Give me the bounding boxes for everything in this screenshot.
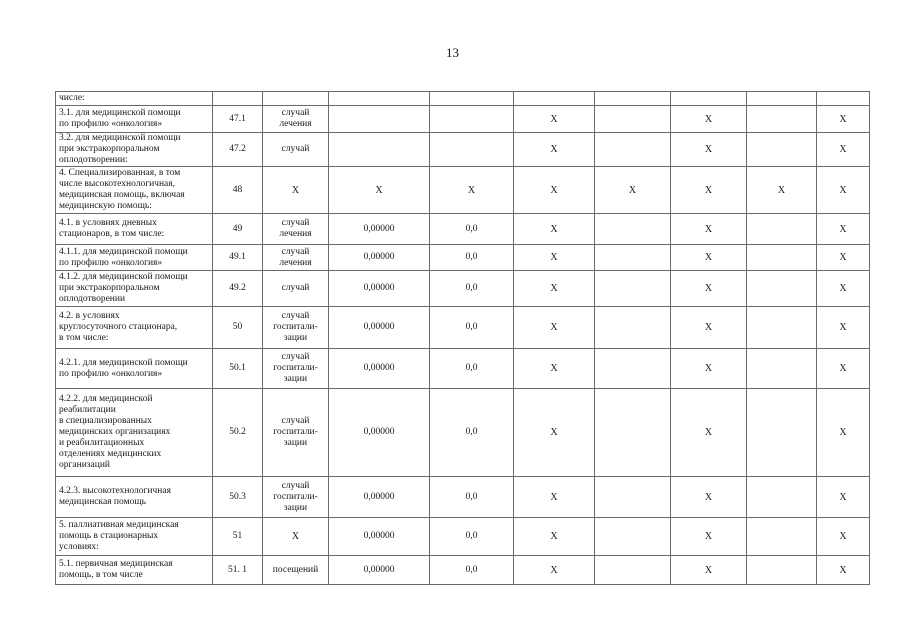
row-unit: случай (281, 144, 310, 154)
row-code: 49.2 (229, 283, 246, 293)
row-name: 4.2. в условиях круглосуточного стационара, в том числе: (59, 311, 178, 343)
table-body (56, 92, 870, 585)
col-value-5: X (704, 427, 713, 438)
row-unit-cell (263, 167, 329, 214)
col-value-5-cell (671, 389, 747, 477)
col-value-5-cell (671, 167, 747, 214)
row-code-cell (213, 518, 263, 556)
col-value-2-cell (430, 307, 514, 349)
col-value-4-cell (595, 307, 671, 349)
table-row (56, 556, 870, 585)
col-value-3-cell (514, 556, 595, 585)
col-value-7: X (839, 427, 847, 438)
col-value-5: X (704, 363, 713, 374)
col-value-3-cell (514, 307, 595, 349)
table-row (56, 133, 870, 167)
col-value-2-cell (430, 133, 514, 167)
col-value-3: X (550, 322, 558, 333)
row-unit: случай лечения (279, 246, 312, 268)
row-name: 3.2. для медицинской помощи при экстракорпоральном оплодотворении: (59, 133, 181, 165)
table-row (56, 167, 870, 214)
col-value-5-cell (671, 307, 747, 349)
col-value-5: X (704, 322, 713, 333)
col-value-7: X (839, 144, 847, 155)
row-unit: случай госпитали- зации (273, 311, 318, 343)
table-row (56, 477, 870, 518)
col-value-5: X (704, 283, 713, 294)
row-name-cell (56, 477, 213, 518)
row-name-cell (56, 349, 213, 389)
col-value-2-cell (430, 389, 514, 477)
col-value-7-cell (817, 92, 870, 106)
col-value-2: 0,0 (465, 283, 478, 293)
row-code: 51. 1 (228, 564, 247, 575)
col-value-4-cell (595, 477, 671, 518)
row-unit: случай госпитали- зации (273, 416, 318, 448)
col-value-1: 0,00000 (363, 223, 395, 234)
col-value-1: 0,00000 (363, 491, 395, 502)
row-name: 4.1. в условиях дневных стационаров, в том числе: (59, 218, 165, 239)
col-value-7-cell (817, 106, 870, 133)
col-value-5-cell (671, 92, 747, 106)
row-code-cell (213, 106, 263, 133)
row-name-cell (56, 556, 213, 585)
page-number: 13 (446, 45, 459, 60)
row-name-cell (56, 92, 213, 106)
row-name-cell (56, 271, 213, 307)
col-value-2: 0,0 (465, 223, 478, 234)
row-code-cell (213, 214, 263, 245)
col-value-7-cell (817, 167, 870, 214)
col-value-3: X (550, 144, 558, 155)
col-value-7: X (839, 223, 847, 235)
row-code: 50 (232, 322, 243, 332)
row-code: 47.1 (229, 113, 246, 124)
col-value-7-cell (817, 349, 870, 389)
col-value-1-cell (329, 133, 430, 167)
col-value-2: 0,0 (465, 427, 478, 437)
col-value-3-cell (514, 477, 595, 518)
col-value-1: 0,00000 (363, 322, 395, 332)
col-value-1-cell (329, 389, 430, 477)
row-code: 50.2 (229, 427, 246, 437)
row-code: 47.2 (229, 144, 246, 154)
col-value-5-cell (671, 518, 747, 556)
row-name: 4.1.1. для медицинской помощи по профилю «онкология» (59, 246, 188, 268)
col-value-7-cell (817, 477, 870, 518)
col-value-5-cell (671, 477, 747, 518)
row-unit: случай лечения (279, 218, 312, 239)
table-row (56, 245, 870, 271)
row-unit-cell (263, 214, 329, 245)
col-value-5: X (704, 491, 713, 503)
col-value-3: X (550, 184, 558, 196)
row-unit-cell (263, 245, 329, 271)
col-value-5: X (704, 144, 713, 155)
col-value-2: 0,0 (465, 491, 478, 502)
col-value-1-cell (329, 167, 430, 214)
col-value-5: X (704, 531, 713, 542)
row-unit-cell (263, 389, 329, 477)
row-unit-cell (263, 106, 329, 133)
col-value-6-cell (747, 271, 817, 307)
row-code-cell (213, 389, 263, 477)
col-value-2-cell (430, 556, 514, 585)
row-name: 4.2.1. для медицинской помощи по профилю «онкология» (59, 357, 188, 379)
row-code-cell (213, 133, 263, 167)
row-unit: случай (281, 283, 310, 293)
col-value-4-cell (595, 349, 671, 389)
table-row (56, 106, 870, 133)
col-value-3-cell (514, 106, 595, 133)
table-row (56, 214, 870, 245)
col-value-3: X (550, 252, 558, 263)
col-value-7-cell (817, 214, 870, 245)
col-value-5: X (704, 113, 713, 125)
col-value-1: 0,00000 (363, 427, 395, 437)
col-value-5: X (704, 223, 713, 235)
row-unit-cell (263, 307, 329, 349)
col-value-6-cell (747, 167, 817, 214)
data-table (55, 91, 870, 585)
col-value-6-cell (747, 389, 817, 477)
col-value-6-cell (747, 92, 817, 106)
col-value-3: X (550, 564, 558, 576)
col-value-3-cell (514, 214, 595, 245)
row-name-cell (56, 106, 213, 133)
col-value-1-cell (329, 307, 430, 349)
col-value-1-cell (329, 92, 430, 106)
col-value-4-cell (595, 389, 671, 477)
col-value-2: 0,0 (465, 363, 478, 373)
col-value-4-cell (595, 106, 671, 133)
row-name: 4.1.2. для медицинской помощи при экстракорпоральном оплодотворении (59, 272, 188, 304)
col-value-6-cell (747, 307, 817, 349)
row-code-cell (213, 245, 263, 271)
row-code: 51 (232, 531, 243, 541)
col-value-7-cell (817, 271, 870, 307)
col-value-7-cell (817, 245, 870, 271)
col-value-3-cell (514, 271, 595, 307)
col-value-2: 0,0 (465, 564, 478, 575)
col-value-2-cell (430, 271, 514, 307)
col-value-7: X (839, 531, 847, 542)
col-value-6-cell (747, 106, 817, 133)
row-name-cell (56, 214, 213, 245)
col-value-7: X (839, 491, 847, 503)
col-value-4-cell (595, 518, 671, 556)
col-value-4-cell (595, 214, 671, 245)
table-row (56, 518, 870, 556)
col-value-1-cell (329, 214, 430, 245)
col-value-7-cell (817, 556, 870, 585)
col-value-3-cell (514, 133, 595, 167)
col-value-5-cell (671, 214, 747, 245)
row-unit-cell (263, 133, 329, 167)
col-value-6-cell (747, 214, 817, 245)
col-value-7: X (839, 363, 847, 374)
row-unit: случай госпитали- зации (273, 480, 318, 513)
row-code-cell (213, 271, 263, 307)
col-value-1-cell (329, 518, 430, 556)
col-value-6-cell (747, 556, 817, 585)
row-name: 4.2.3. высокотехнологичная медицинская помощь (59, 486, 171, 507)
col-value-1-cell (329, 271, 430, 307)
row-code-cell (213, 307, 263, 349)
row-unit-cell (263, 518, 329, 556)
col-value-5-cell (671, 133, 747, 167)
row-unit-cell (263, 271, 329, 307)
row-code: 49 (232, 223, 243, 234)
row-unit-cell (263, 349, 329, 389)
col-value-2-cell (430, 349, 514, 389)
col-value-3-cell (514, 518, 595, 556)
row-code-cell (213, 92, 263, 106)
row-name-cell (56, 245, 213, 271)
table-row (56, 389, 870, 477)
row-code-cell (213, 167, 263, 214)
col-value-1: 0,00000 (363, 252, 395, 262)
col-value-1-cell (329, 349, 430, 389)
row-name: 3.1. для медицинской помощи по профилю «онкология» (59, 108, 181, 129)
row-unit: X (291, 531, 300, 542)
col-value-2: X (467, 184, 476, 196)
table-row (56, 307, 870, 349)
row-unit-cell (263, 477, 329, 518)
row-unit: посещений (272, 564, 319, 575)
col-value-3-cell (514, 389, 595, 477)
col-value-7: X (839, 252, 847, 263)
row-unit-cell (263, 92, 329, 106)
col-value-6-cell (747, 245, 817, 271)
col-value-3: X (550, 427, 558, 438)
col-value-3: X (550, 113, 558, 125)
row-code-cell (213, 349, 263, 389)
col-value-5: X (704, 184, 713, 196)
col-value-5: X (704, 252, 713, 263)
row-name-cell (56, 307, 213, 349)
col-value-3: X (550, 491, 558, 503)
col-value-3: X (550, 363, 558, 374)
row-unit: X (291, 184, 300, 196)
row-name: 5.1. первичная медицинская помощь, в том числе (59, 559, 173, 580)
row-name: 4. Специализированная, в том числе высокотехнологичная, медицинская помощь, включая медицинскую помощь: (59, 168, 185, 211)
col-value-3-cell (514, 92, 595, 106)
col-value-7: X (839, 283, 847, 294)
col-value-5-cell (671, 556, 747, 585)
col-value-4-cell (595, 271, 671, 307)
row-name: числе: (59, 93, 85, 103)
row-name: 5. паллиативная медицинская помощь в стационарных условиях: (59, 520, 179, 552)
row-unit: случай лечения (279, 108, 312, 129)
col-value-3-cell (514, 167, 595, 214)
col-value-4-cell (595, 167, 671, 214)
col-value-2-cell (430, 477, 514, 518)
row-code: 50.3 (229, 491, 246, 502)
col-value-5: X (704, 564, 713, 576)
col-value-1-cell (329, 106, 430, 133)
row-code: 48 (232, 184, 243, 195)
col-value-7: X (839, 564, 847, 576)
col-value-5-cell (671, 271, 747, 307)
row-name: 4.2.2. для медицинской реабилитации в специализированных медицинских организациях и реабилитационных отделениях медицинских организаций (59, 394, 171, 470)
col-value-7: X (839, 322, 847, 333)
col-value-3-cell (514, 245, 595, 271)
col-value-7-cell (817, 307, 870, 349)
col-value-2-cell (430, 106, 514, 133)
col-value-2: 0,0 (465, 322, 478, 332)
col-value-5-cell (671, 349, 747, 389)
table-row (56, 349, 870, 389)
col-value-7-cell (817, 133, 870, 167)
col-value-1-cell (329, 477, 430, 518)
col-value-3: X (550, 223, 558, 235)
col-value-7-cell (817, 389, 870, 477)
col-value-2-cell (430, 245, 514, 271)
col-value-5-cell (671, 245, 747, 271)
col-value-7: X (839, 184, 847, 196)
row-code: 50.1 (229, 363, 246, 373)
col-value-7: X (839, 113, 847, 125)
col-value-6-cell (747, 518, 817, 556)
col-value-2: 0,0 (465, 252, 478, 262)
col-value-4: X (628, 184, 637, 196)
col-value-4-cell (595, 245, 671, 271)
row-code-cell (213, 556, 263, 585)
col-value-5-cell (671, 106, 747, 133)
table-row (56, 92, 870, 106)
col-value-1: 0,00000 (363, 363, 395, 373)
col-value-2-cell (430, 518, 514, 556)
col-value-3-cell (514, 349, 595, 389)
col-value-1-cell (329, 245, 430, 271)
col-value-7-cell (817, 518, 870, 556)
col-value-3: X (550, 531, 558, 542)
row-unit-cell (263, 556, 329, 585)
row-name-cell (56, 133, 213, 167)
col-value-1-cell (329, 556, 430, 585)
row-name-cell (56, 389, 213, 477)
col-value-4-cell (595, 556, 671, 585)
row-name-cell (56, 167, 213, 214)
col-value-4-cell (595, 92, 671, 106)
col-value-3: X (550, 283, 558, 294)
col-value-1: 0,00000 (363, 283, 395, 293)
col-value-2: 0,0 (465, 531, 478, 541)
col-value-4-cell (595, 133, 671, 167)
col-value-6-cell (747, 477, 817, 518)
col-value-2-cell (430, 167, 514, 214)
col-value-1: X (375, 184, 383, 196)
row-name-cell (56, 518, 213, 556)
table-row (56, 271, 870, 307)
row-code: 49.1 (229, 252, 246, 262)
col-value-6-cell (747, 133, 817, 167)
col-value-1: 0,00000 (363, 564, 395, 575)
col-value-6: X (777, 184, 786, 196)
row-unit: случай госпитали- зации (273, 352, 318, 384)
col-value-1: 0,00000 (363, 531, 395, 541)
col-value-6-cell (747, 349, 817, 389)
col-value-2-cell (430, 214, 514, 245)
col-value-2-cell (430, 92, 514, 106)
row-code-cell (213, 477, 263, 518)
